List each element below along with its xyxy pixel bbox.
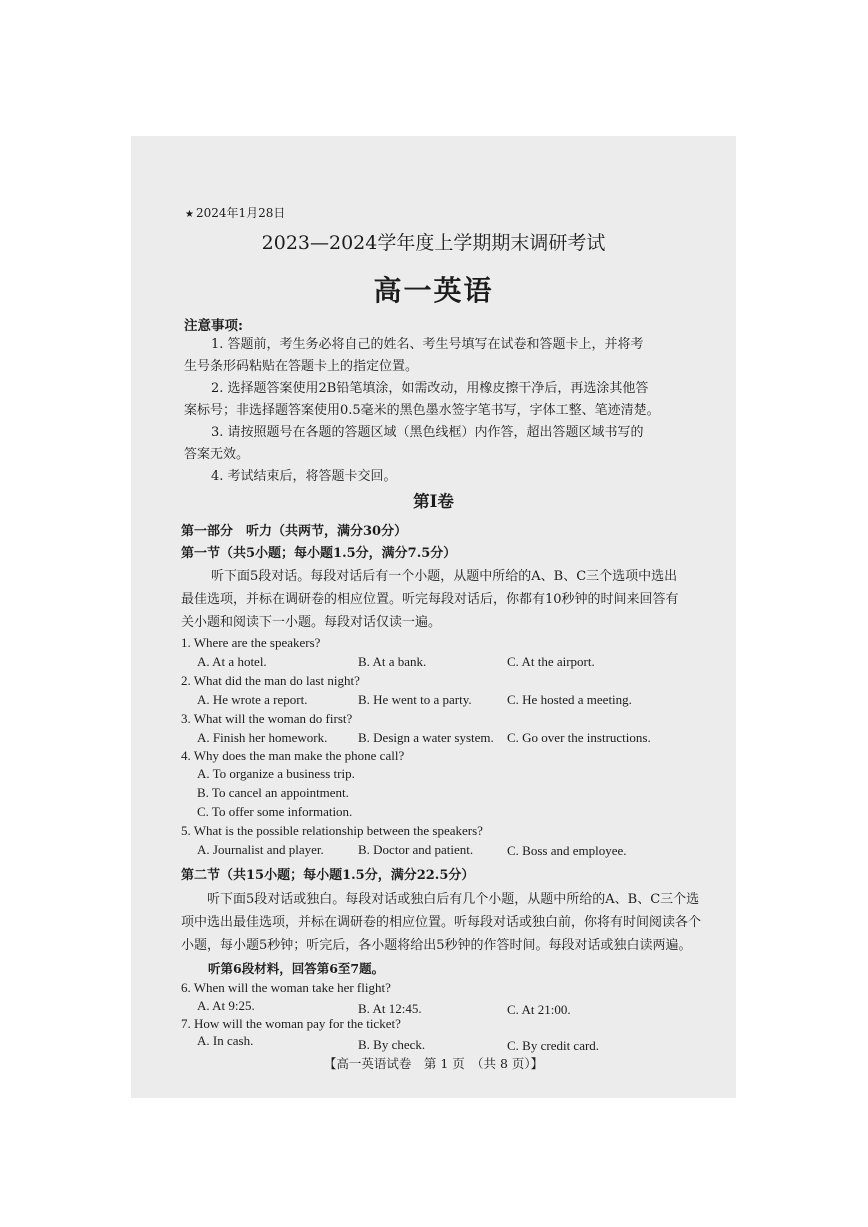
option-b: B. To cancel an appointment.	[197, 785, 349, 800]
question-stem: 3. What will the woman do first?	[181, 711, 353, 726]
instruction-line: 项中选出最佳选项，并标在调研卷的相应位置。听每段对话或独白前，你将有时间阅读各个	[181, 915, 702, 930]
question-stem: 4. Why does the man make the phone call?	[181, 748, 405, 763]
notice-line: 1. 答题前，考生务必将自己的姓名、考生号填写在试卷和答题卡上，并将考	[211, 337, 644, 352]
instruction-line: 最佳选项，并标在调研卷的相应位置。听完每段对话后，你都有10秒钟的时间来回答有	[181, 592, 679, 607]
notice-heading: 注意事项:	[184, 318, 243, 334]
notice-line: 3. 请按照题号在各题的答题区域（黑色线框）内作答，超出答题区域书写的	[211, 425, 644, 440]
exam-date	[185, 204, 285, 221]
instruction-line: 听下面5段对话。每段对话后有一个小题，从题中所给的A、B、C三个选项中选出	[211, 569, 678, 584]
option-b: B. At 12:45.	[358, 1001, 422, 1016]
option-c: C. Boss and employee.	[507, 843, 627, 858]
option-b: B. Doctor and patient.	[358, 842, 474, 857]
option-a: A. To organize a business trip.	[197, 766, 355, 781]
option-c: C. At the airport.	[507, 654, 595, 669]
option-b: B. At a bank.	[358, 654, 427, 669]
question-stem: 1. Where are the speakers?	[181, 635, 321, 650]
option-b: B. By check.	[358, 1037, 426, 1052]
exam-subject: 高一英语	[373, 274, 494, 307]
part-heading: 第一部分 听力（共两节，满分30分）	[181, 524, 408, 539]
option-b: B. He went to a party.	[358, 692, 472, 707]
page-footer: 【高一英语试卷 第 1 页 （共 8 页）】	[323, 1056, 544, 1071]
star-icon: ★	[185, 209, 194, 220]
option-a: A. Journalist and player.	[197, 842, 324, 857]
instruction-line: 小题，每小题5秒钟；听完后，各小题将给出5秒钟的作答时间。每段对话或独白读两遍。	[181, 938, 692, 953]
option-c: C. He hosted a meeting.	[507, 692, 632, 707]
notice-line: 答案无效。	[184, 447, 250, 462]
question-stem: 6. When will the woman take her flight?	[181, 980, 391, 995]
option-c: C. Go over the instructions.	[507, 730, 651, 745]
question-stem: 7. How will the woman pay for the ticket?	[181, 1016, 401, 1031]
option-a: A. He wrote a report.	[197, 692, 308, 707]
option-a: A. At 9:25.	[197, 998, 255, 1013]
option-c: C. To offer some information.	[197, 804, 353, 819]
exam-title: 2023—2024学年度上学期期末调研考试	[261, 232, 606, 254]
notice-line: 2. 选择题答案使用2B铅笔填涂，如需改动，用橡皮擦干净后，再选涂其他答	[211, 381, 649, 396]
exam-date-text: 2024年1月28日	[195, 206, 286, 220]
section-heading: 第二节（共15小题；每小题1.5分，满分22.5分）	[181, 868, 475, 883]
notice-line: 案标号；非选择题答案使用0.5毫米的黑色墨水签字笔书写，字体工整、笔迹清楚。	[184, 403, 660, 418]
option-a: A. In cash.	[197, 1033, 254, 1048]
question-stem: 2. What did the man do last night?	[181, 673, 360, 688]
exam-page	[131, 136, 736, 1098]
instruction-line: 听下面5段对话或独白。每段对话或独白后有几个小题，从题中所给的A、B、C三个选	[207, 892, 700, 907]
notice-line: 生号条形码粘贴在答题卡上的指定位置。	[184, 359, 419, 374]
option-a: A. Finish her homework.	[197, 730, 328, 745]
instruction-line: 关小题和阅读下一小题。每段对话仅读一遍。	[181, 615, 442, 630]
option-c: C. At 21:00.	[507, 1002, 571, 1017]
option-c: C. By credit card.	[507, 1038, 600, 1053]
section-heading: 第一节（共5小题；每小题1.5分，满分7.5分）	[181, 546, 457, 561]
material-heading: 听第6段材料，回答第6至7题。	[208, 961, 385, 976]
notice-line: 4. 考试结束后，将答题卡交回。	[211, 469, 397, 484]
option-a: A. At a hotel.	[197, 654, 267, 669]
option-b: B. Design a water system.	[358, 730, 494, 745]
volume-heading: 第Ⅰ卷	[413, 492, 454, 511]
question-stem: 5. What is the possible relationship between the speakers?	[181, 823, 483, 838]
